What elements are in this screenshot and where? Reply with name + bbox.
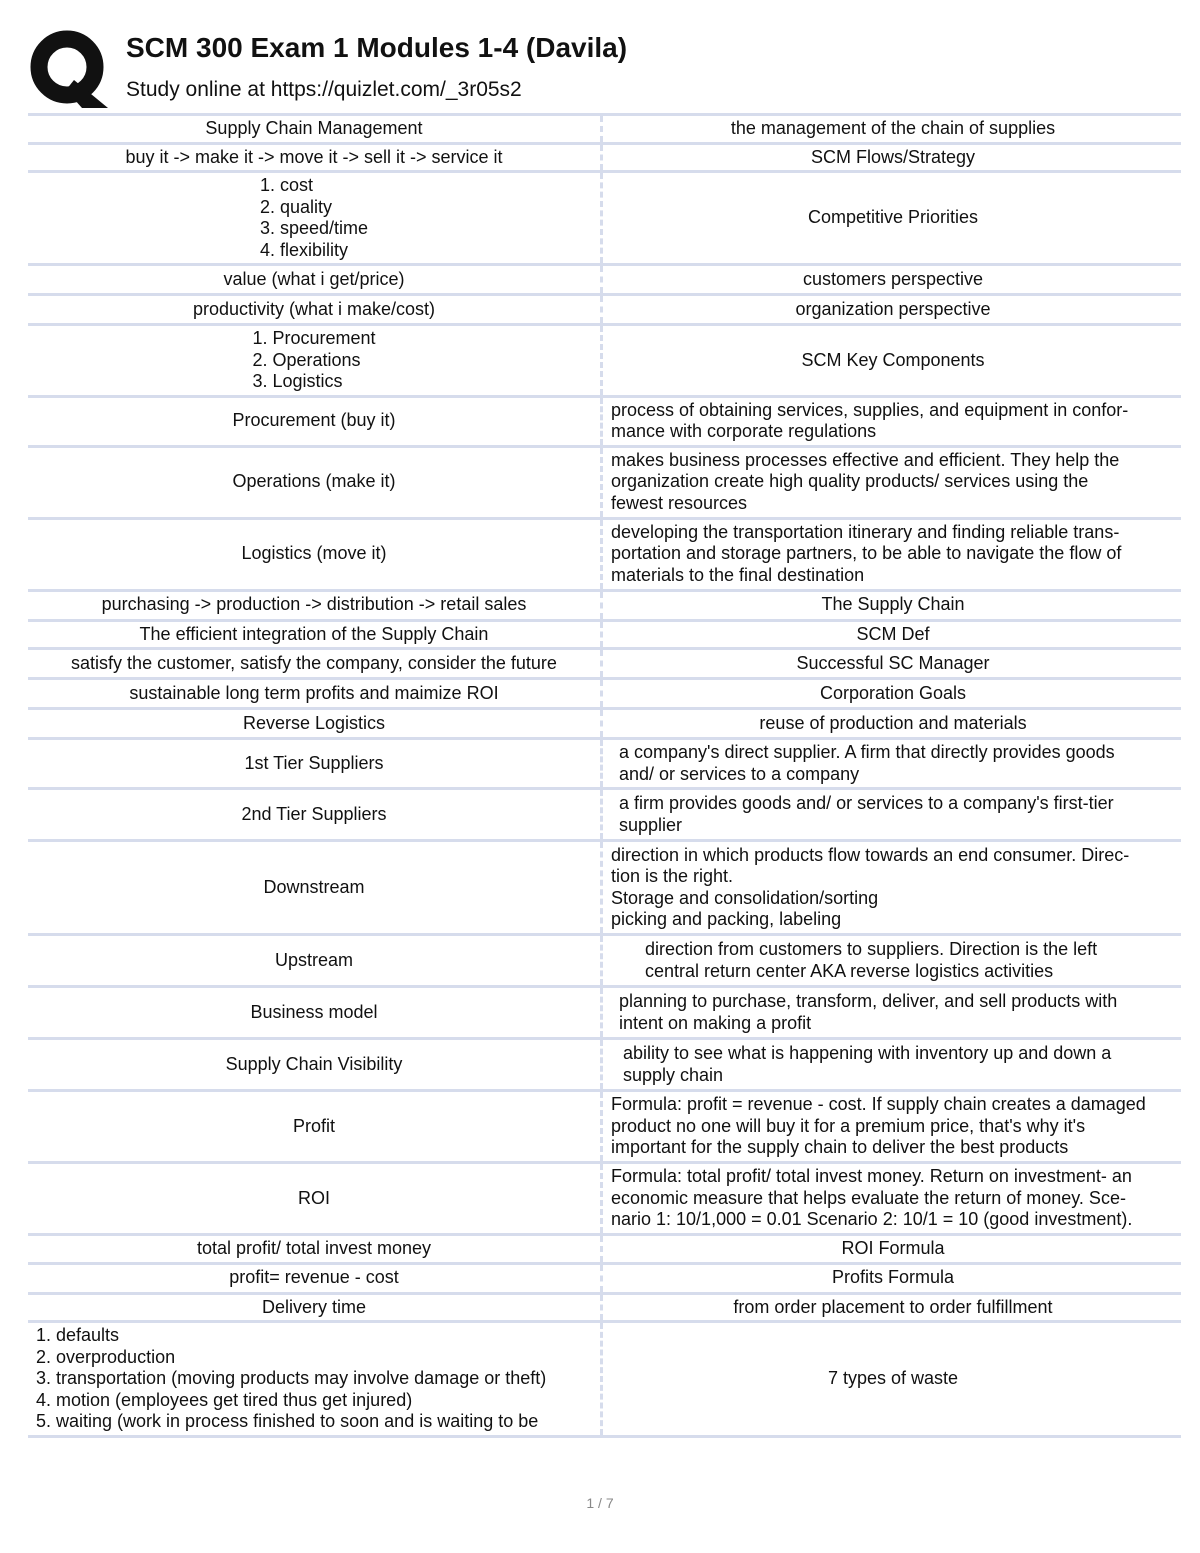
definition-line: Corporation Goals — [819, 682, 967, 703]
card-term — [28, 143, 602, 172]
card-definition — [602, 649, 1182, 679]
term-line: total profit/ total invest money — [196, 1238, 432, 1258]
term-line: Profit — [292, 1115, 335, 1136]
card-definition — [602, 446, 1182, 518]
card-definition — [602, 620, 1182, 649]
term-line: profit= revenue - cost — [229, 1267, 399, 1288]
definition-line: important for the supply chain to deliver the best products — [611, 1137, 1069, 1158]
term-line: 4. flexibility — [259, 239, 348, 260]
card-row — [28, 841, 1181, 935]
definition-line: mance with corporate regulations — [611, 421, 877, 441]
card-definition — [602, 1091, 1182, 1163]
term-line: 1. cost — [259, 175, 313, 195]
card-term — [28, 325, 602, 397]
definition-line: a company's direct supplier. A firm that directly provides goods — [619, 742, 1115, 762]
term-line: Logistics (move it) — [241, 543, 387, 564]
card-row — [28, 1235, 1181, 1264]
card-term — [28, 935, 602, 987]
card-row — [28, 739, 1181, 789]
card-definition — [602, 987, 1182, 1039]
card-term — [28, 709, 602, 739]
term-line: sustainable long term profits and maimize ROI — [129, 682, 499, 703]
card-row — [28, 1163, 1181, 1235]
term-line: 2nd Tier Suppliers — [241, 803, 387, 824]
term-line: 3. Logistics — [252, 371, 343, 391]
card-term — [28, 590, 602, 620]
definition-line: Competitive Priorities — [807, 207, 979, 228]
card-definition — [602, 143, 1182, 172]
card-row — [28, 143, 1181, 172]
definition-line: The Supply Chain — [821, 594, 965, 615]
study-url: Study online at https://quizlet.com/_3r05s2 — [126, 78, 522, 101]
term-line: Supply Chain Management — [205, 118, 423, 138]
card-term — [28, 649, 602, 679]
definition-line: developing the transportation itinerary and finding reliable trans- — [611, 521, 1120, 542]
term-line: productivity (what i make/cost) — [192, 298, 436, 319]
card-row — [28, 1263, 1181, 1293]
card-row — [28, 325, 1181, 397]
definition-line: tion is the right. — [611, 866, 734, 886]
card-definition — [602, 789, 1182, 841]
quizlet-logo-icon — [30, 30, 108, 108]
card-row — [28, 987, 1181, 1039]
definition-line: portation and storage partners, to be able to navigate the flow of — [611, 543, 1122, 564]
card-term — [28, 789, 602, 841]
card-term — [28, 446, 602, 518]
term-line: Supply Chain Visibility — [225, 1053, 403, 1074]
definition-line: intent on making a profit — [619, 1012, 812, 1033]
card-definition — [602, 709, 1182, 739]
card-term — [28, 295, 602, 325]
term-line: ROI — [297, 1187, 330, 1208]
card-term — [28, 518, 602, 590]
card-term — [28, 841, 602, 935]
card-term — [28, 115, 602, 144]
card-row — [28, 1322, 1181, 1437]
definition-line: makes business processes effective and efficient. They help the — [611, 449, 1120, 470]
card-row — [28, 295, 1181, 325]
term-line: Reverse Logistics — [242, 712, 386, 733]
definition-line: ROI Formula — [841, 1238, 945, 1258]
term-line: 1st Tier Suppliers — [244, 752, 384, 773]
definition-line: picking and packing, labeling — [611, 909, 842, 929]
card-term — [28, 1163, 602, 1235]
card-definition — [602, 1322, 1182, 1437]
card-definition — [602, 396, 1182, 446]
definition-line: product no one will buy it for a premium price, that's why it's — [611, 1115, 1086, 1136]
term-line: value (what i get/price) — [223, 268, 405, 289]
page-title: SCM 300 Exam 1 Modules 1-4 (Davila) — [126, 32, 628, 63]
definition-line: Formula: profit = revenue - cost. If supply chain creates a damaged — [611, 1094, 1146, 1115]
definition-line: SCM Key Components — [801, 349, 985, 370]
card-row — [28, 935, 1181, 987]
term-line: satisfy the customer, satisfy the company, consider the future — [71, 652, 557, 673]
definition-line: customers perspective — [802, 268, 984, 289]
term-line: 3. speed/time — [259, 218, 369, 238]
term-line: Upstream — [274, 949, 354, 970]
term-line: 2. Operations — [252, 349, 361, 370]
term-line: 4. motion (employees get tired thus get injured) — [36, 1389, 413, 1410]
term-line: 1. defaults — [36, 1325, 120, 1345]
card-definition — [602, 590, 1182, 620]
card-definition — [602, 115, 1182, 144]
card-term — [28, 1322, 602, 1437]
term-line: 2. overproduction — [36, 1346, 176, 1367]
definition-line: direction from customers to suppliers. Direction is the left — [645, 939, 1098, 959]
definition-line: SCM Def — [856, 623, 930, 644]
card-row — [28, 115, 1181, 144]
definition-line: SCM Flows/Strategy — [810, 146, 976, 167]
definition-line: from order placement to order fulfillment — [733, 1296, 1053, 1317]
term-line: 2. quality — [259, 196, 333, 217]
card-term — [28, 265, 602, 295]
definition-line: Profits Formula — [831, 1267, 955, 1288]
card-row — [28, 1039, 1181, 1091]
card-definition — [602, 1039, 1182, 1091]
card-term — [28, 1293, 602, 1322]
card-definition — [602, 265, 1182, 295]
definition-line: the management of the chain of supplies — [730, 118, 1056, 138]
card-term — [28, 620, 602, 649]
card-definition — [602, 1293, 1182, 1322]
card-row — [28, 1293, 1181, 1322]
definition-line: ability to see what is happening with inventory up and down a — [623, 1043, 1112, 1063]
definition-line: central return center AKA reverse logistics activities — [645, 960, 1054, 981]
card-definition — [602, 841, 1182, 935]
term-line: Operations (make it) — [232, 471, 396, 492]
card-term — [28, 679, 602, 709]
page-number: 1 / 7 — [586, 1495, 614, 1511]
definition-line: planning to purchase, transform, deliver, and sell products with — [619, 991, 1118, 1011]
definition-line: supply chain — [623, 1064, 724, 1085]
card-row — [28, 590, 1181, 620]
definition-line: direction in which products flow towards an end consumer. Direc- — [611, 844, 1130, 865]
card-row — [28, 396, 1181, 446]
card-definition — [602, 739, 1182, 789]
card-definition — [602, 1163, 1182, 1235]
card-definition — [602, 1263, 1182, 1293]
term-line: 3. transportation (moving products may involve damage or theft) — [36, 1368, 547, 1388]
page-header — [28, 28, 1178, 110]
definition-line: supplier — [619, 814, 683, 835]
card-definition — [602, 295, 1182, 325]
term-line: Delivery time — [261, 1296, 367, 1317]
definition-line: reuse of production and materials — [759, 712, 1027, 733]
card-term — [28, 172, 602, 265]
card-definition — [602, 679, 1182, 709]
definition-line: economic measure that helps evaluate the return of money. Sce- — [611, 1187, 1126, 1208]
term-line: Downstream — [263, 876, 365, 897]
definition-line: organization create high quality products/ services using the — [611, 471, 1089, 492]
term-line: The efficient integration of the Supply Chain — [139, 623, 489, 644]
definition-line: 7 types of waste — [827, 1368, 959, 1388]
card-row — [28, 620, 1181, 649]
card-row — [28, 679, 1181, 709]
term-line: purchasing -> production -> distribution -> retail sales — [101, 594, 527, 615]
card-row — [28, 789, 1181, 841]
card-definition — [602, 172, 1182, 265]
definition-line: fewest resources — [611, 492, 748, 513]
term-line: Procurement (buy it) — [232, 410, 396, 431]
card-definition — [602, 1235, 1182, 1264]
card-definition — [602, 935, 1182, 987]
definition-line: Storage and consolidation/sorting — [611, 887, 879, 908]
definition-line: a firm provides goods and/ or services to a company's first-tier — [619, 793, 1114, 813]
definition-line: process of obtaining services, supplies, and equipment in confor- — [611, 399, 1129, 420]
card-row — [28, 518, 1181, 590]
term-line: Business model — [250, 1001, 378, 1022]
term-line: 1. Procurement — [252, 328, 376, 348]
card-row — [28, 649, 1181, 679]
card-row — [28, 265, 1181, 295]
card-term — [28, 1039, 602, 1091]
card-term — [28, 987, 602, 1039]
card-term — [28, 396, 602, 446]
definition-line: Successful SC Manager — [796, 652, 990, 673]
card-definition — [602, 325, 1182, 397]
card-term — [28, 1091, 602, 1163]
card-term — [28, 1235, 602, 1264]
card-term — [28, 1263, 602, 1293]
card-row — [28, 172, 1181, 265]
card-definition — [602, 518, 1182, 590]
flashcard-table — [28, 113, 1181, 1438]
definition-line: organization perspective — [795, 298, 991, 319]
card-row — [28, 709, 1181, 739]
term-line: 5. waiting (work in process finished to soon and is waiting to be — [36, 1411, 539, 1431]
card-row — [28, 1091, 1181, 1163]
card-term — [28, 739, 602, 789]
definition-line: nario 1: 10/1,000 = 0.01 Scenario 2: 10/1 = 10 (good investment). — [611, 1209, 1133, 1230]
definition-line: materials to the final destination — [611, 564, 865, 585]
card-row — [28, 446, 1181, 518]
definition-line: and/ or services to a company — [619, 763, 860, 784]
term-line: buy it -> make it -> move it -> sell it -> service it — [125, 146, 503, 167]
definition-line: Formula: total profit/ total invest money. Return on investment- an — [611, 1166, 1132, 1187]
